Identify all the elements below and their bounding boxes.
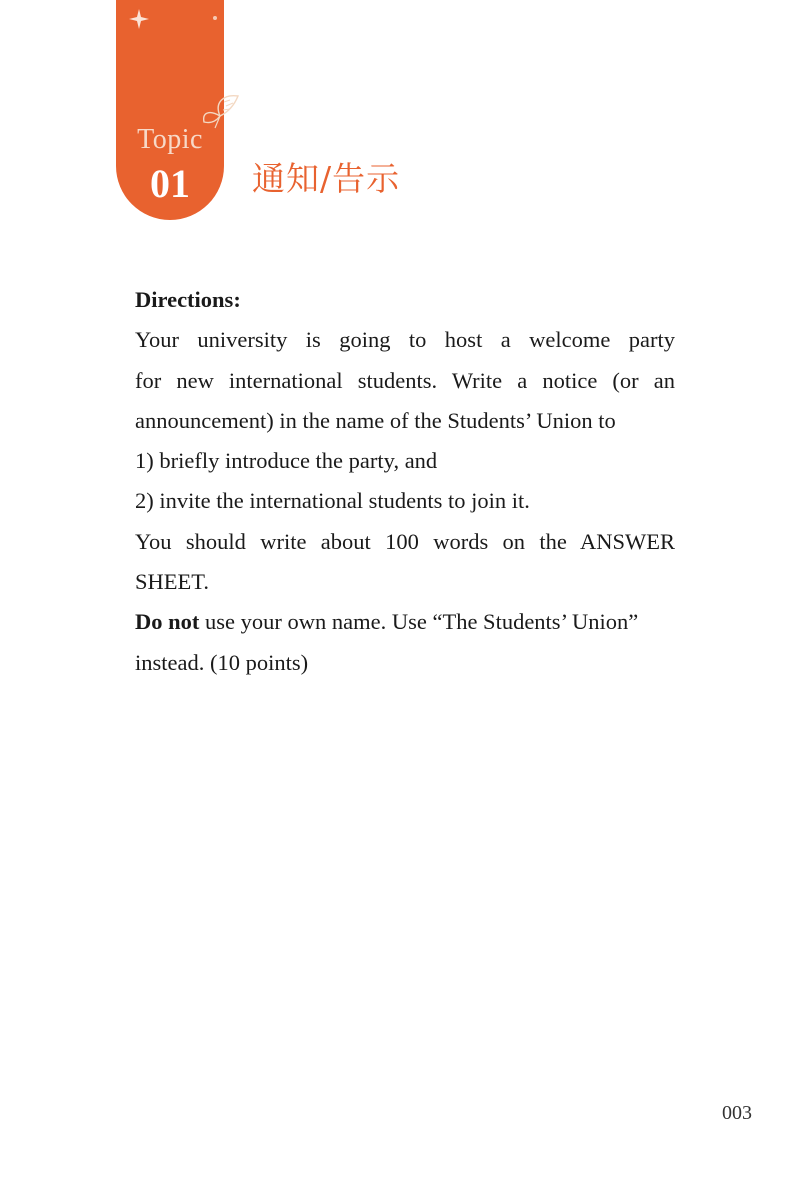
directions-line: You should write about 100 words on the ANSWER — [135, 528, 675, 554]
directions-line: for new international students. Write a notice (or an — [135, 367, 675, 393]
directions-note-line — [135, 602, 675, 642]
decorative-dot — [213, 16, 217, 20]
chapter-title: 通知/告示 — [252, 159, 401, 198]
directions-line: SHEET. — [135, 569, 209, 595]
note-emphasis: Do not — [135, 609, 200, 635]
topic-number: 01 — [150, 161, 190, 206]
directions-note-line: instead. (10 points) — [135, 649, 309, 675]
directions-heading: Directions: — [135, 287, 241, 312]
sparkle-star-icon — [128, 8, 150, 30]
topic-tab — [116, 0, 224, 220]
directions-line: 2) invite the international students to join it. — [135, 488, 530, 514]
directions-line: 1) briefly introduce the party, and — [135, 448, 438, 474]
note-text: use your own name. Use “The Students’ Union” — [199, 609, 639, 635]
topic-label: Topic — [137, 124, 203, 155]
page-number: 003 — [722, 1102, 752, 1124]
directions-section — [135, 280, 675, 683]
directions-line: Your university is going to host a welcome party — [135, 327, 675, 353]
directions-line: announcement) in the name of the Students’ Union to — [135, 407, 616, 433]
